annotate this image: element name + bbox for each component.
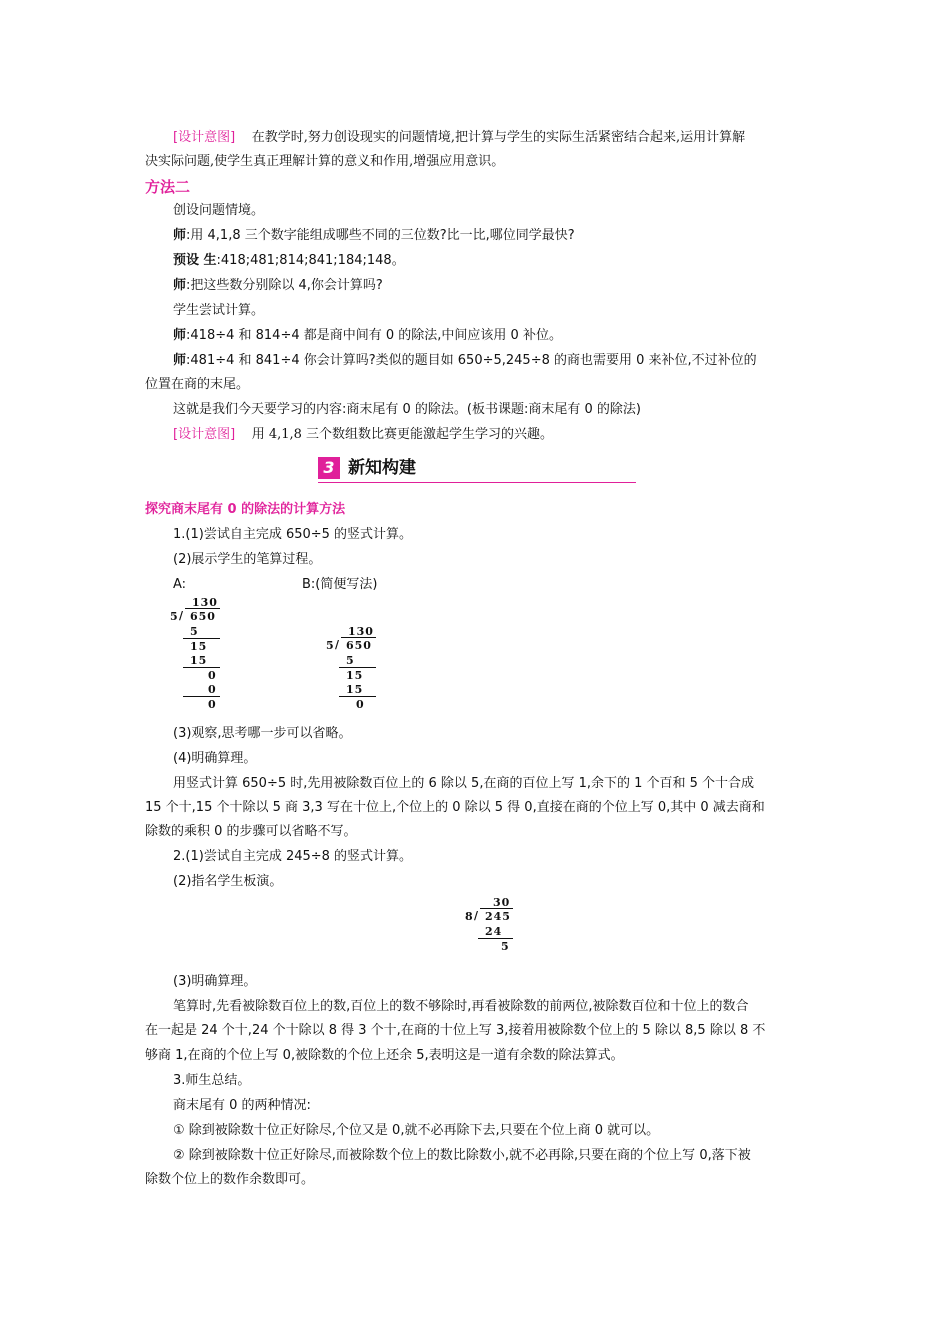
teacher-line (173, 276, 805, 296)
step-text: (2)展示学生的笔算过程。 (173, 552, 322, 567)
teacher-line (173, 326, 805, 346)
speaker-label: 师 (173, 228, 187, 243)
subsection-heading: 探究商末尾有 0 的除法的计算方法 (145, 502, 346, 517)
step-line (183, 638, 220, 639)
step-row: 0 (356, 698, 365, 711)
divisor: 5 (170, 610, 179, 623)
step-row: 0 (208, 698, 217, 711)
step-line (478, 938, 513, 939)
step-line (183, 667, 220, 668)
vinculum (480, 908, 513, 909)
quotient: 30 (493, 896, 511, 909)
step-row: 15 (346, 683, 364, 696)
dialogue-text: :418;481;814;841;184;148。 (216, 253, 405, 268)
long-division-b (326, 625, 386, 715)
step-text: (4)明确算理。 (173, 751, 257, 766)
method-b-label: B:(简便写法) (302, 577, 378, 592)
step-row: 0 (208, 683, 217, 696)
explanation-text: 用竖式计算 650÷5 时,先用被除数百位上的 6 除以 5,在商的百位上写 1,余下的 1 个百和 5 个十合成 (173, 776, 755, 791)
dividend: 245 (485, 910, 511, 923)
step-row: 15 (190, 654, 208, 667)
step-line (339, 696, 376, 697)
step-line (339, 667, 376, 668)
step-text: (2)指名学生板演。 (173, 874, 283, 889)
quotient: 130 (192, 596, 218, 609)
dialogue-text: :418÷4 和 814÷4 都是商中间有 0 的除法,中间应该用 0 补位。 (186, 328, 562, 343)
vinculum (185, 608, 220, 609)
dividend: 650 (190, 610, 216, 623)
divisor: 5 (326, 639, 335, 652)
teacher-line (173, 226, 805, 246)
long-division-a (170, 596, 230, 716)
summary-text: 商末尾有 0 的两种情况: (173, 1098, 311, 1113)
explanation-text: 15 个十,15 个十除以 5 商 3,3 写在十位上,个位上的 0 除以 5 得 0,直接在商的个位上写 0,其中 0 减去商和 (145, 800, 765, 815)
dialogue-text: :用 4,1,8 三个数字能组成哪些不同的三位数?比一比,哪位同学最快? (186, 228, 575, 243)
vinculum (341, 637, 376, 638)
explanation-text: 在一起是 24 个十,24 个十除以 8 得 3 个十,在商的十位上写 3,接着用被除数个位上的 5 除以 8,5 除以 8 不 (145, 1023, 766, 1038)
paragraph: 学生尝试计算。 (173, 303, 265, 318)
divisor: 8 (465, 910, 474, 923)
teacher-line (173, 351, 805, 371)
dividend: 650 (346, 639, 372, 652)
summary-case-two-cont: 除数个位上的数作余数即可。 (145, 1172, 315, 1187)
step-text: 1.(1)尝试自主完成 650÷5 的竖式计算。 (173, 527, 413, 542)
speaker-label: 师 (173, 278, 187, 293)
speaker-label: 师 (173, 353, 187, 368)
design-intent-tag: [设计意图] (173, 427, 236, 442)
dialogue-text: :把这些数分别除以 4,你会计算吗? (186, 278, 383, 293)
dialogue-text: :481÷4 和 841÷4 你会计算吗?类似的题目如 650÷5,245÷8 的商也需要用 0 来补位,不过补位的 (186, 353, 757, 368)
method-a-label: A: (173, 577, 187, 592)
student-preset-line (173, 251, 805, 271)
step-row: 15 (346, 669, 364, 682)
division-bracket: / (474, 909, 479, 922)
step-text: (3)观察,思考哪一步可以省略。 (173, 726, 352, 741)
section-number-badge: 3 (318, 457, 340, 479)
step-row: 0 (208, 669, 217, 682)
division-bracket: / (179, 609, 184, 622)
step-row: 15 (190, 640, 208, 653)
step-row: 5 (190, 625, 199, 638)
step-text: 2.(1)尝试自主完成 245÷8 的竖式计算。 (173, 849, 413, 864)
step-row: 5 (501, 940, 510, 953)
summary-case-two: ② 除到被除数十位正好除尽,而被除数个位上的数比除数小,就不必再除,只要在商的个位上写 0,落下被 (173, 1148, 751, 1163)
step-row: 5 (346, 654, 355, 667)
dialogue-text-cont: 位置在商的末尾。 (145, 377, 250, 392)
step-text: 3.师生总结。 (173, 1073, 251, 1088)
design-intent-text: 用 4,1,8 三个数组数比赛更能激起学生学习的兴趣。 (251, 427, 554, 442)
explanation-text: 笔算时,先看被除数百位上的数,百位上的数不够除时,再看被除数的前两位,被除数百位和十位上的数合 (173, 999, 749, 1014)
division-bracket: / (335, 638, 340, 651)
design-intent-line (173, 128, 805, 148)
explanation-text: 够商 1,在商的个位上写 0,被除数的个位上还余 5,表明这是一道有余数的除法算式。 (145, 1048, 624, 1063)
design-intent-tag: [设计意图] (173, 130, 236, 145)
summary-case-one: ① 除到被除数十位正好除尽,个位又是 0,就不必再除下去,只要在个位上商 0 就可以。 (173, 1123, 660, 1138)
step-line (183, 696, 220, 697)
speaker-label: 预设 生 (173, 253, 217, 268)
paragraph: 创设问题情境。 (173, 203, 265, 218)
method-two-heading: 方法二 (145, 178, 191, 196)
long-division-c (465, 896, 525, 956)
design-intent-text-cont: 决实际问题,使学生真正理解计算的意义和作用,增强应用意识。 (145, 154, 505, 169)
explanation-text: 除数的乘积 0 的步骤可以省略不写。 (145, 824, 357, 839)
section-banner (318, 456, 636, 483)
step-row: 24 (485, 925, 503, 938)
section-banner-title: 新知构建 (348, 458, 416, 478)
quotient: 130 (348, 625, 374, 638)
step-text: (3)明确算理。 (173, 974, 257, 989)
design-intent-line (173, 425, 805, 445)
design-intent-text: 在教学时,努力创设现实的问题情境,把计算与学生的实际生活紧密结合起来,运用计算解 (251, 130, 746, 145)
speaker-label: 师 (173, 328, 187, 343)
lesson-topic-line: 这就是我们今天要学习的内容:商末尾有 0 的除法。(板书课题:商末尾有 0 的除法) (173, 402, 641, 417)
